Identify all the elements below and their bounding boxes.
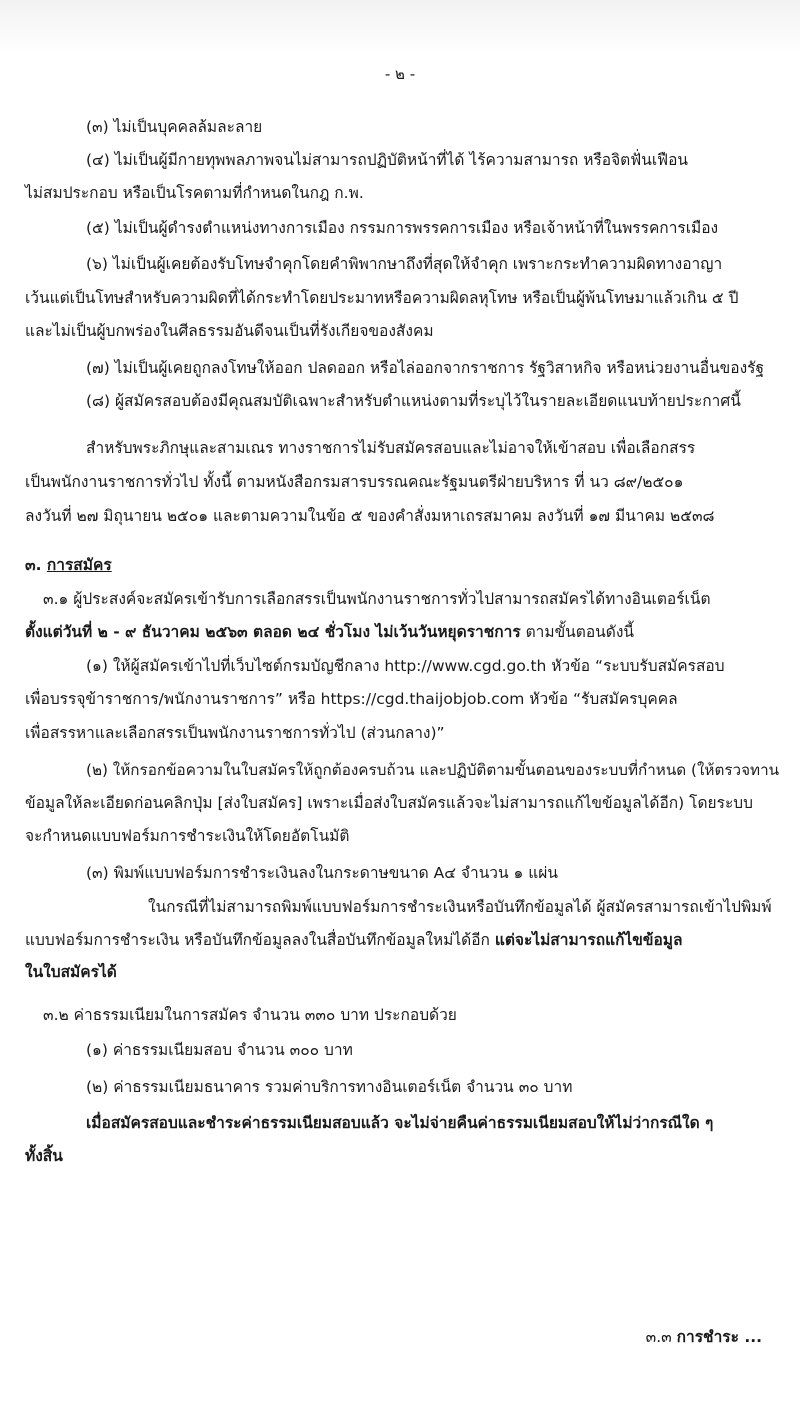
print-note-line-1: ในกรณีที่ไม่สามารถพิมพ์แบบฟอร์มการชำระเงินหรือบันทึกข้อมูลได้ ผู้สมัครสามารถเข้าไปพิมพ์ (148, 898, 772, 916)
fee-item-2: (๒) ค่าธรรมเนียมธนาคาร รวมค่าบริการทางอินเตอร์เน็ต จำนวน ๓๐ บาท (86, 1078, 573, 1096)
application-period: ตั้งแต่วันที่ ๒ - ๙ ธันวาคม ๒๕๖๓ ตลอด ๒๔ ชั่วโมง ไม่เว้นวันหยุดราชการ (25, 623, 521, 641)
step-2-line-3: จะกำหนดแบบฟอร์มการชำระเงินให้โดยอัตโนมัติ (25, 827, 350, 845)
qualification-7: (๗) ไม่เป็นผู้เคยถูกลงโทษให้ออก ปลดออก หรือไล่ออกจากราชการ รัฐวิสาหกิจ หรือหน่วยงานอื่นของรัฐ (86, 359, 765, 377)
step-1-line-2: เพื่อบรรจุข้าราชการ/พนักงานราชการ” หรือ https://cgd.thaijobjob.com หัวข้อ “รับสมัครบุคคล (25, 690, 678, 708)
footer-number: ๓.๓ (645, 1328, 677, 1346)
footer-continuation: การชำระ ... (676, 1328, 762, 1346)
qualification-6-line-1: (๖) ไม่เป็นผู้เคยต้องรับโทษจำคุกโดยคำพิพากษาถึงที่สุดให้จำคุก เพราะกระทำความผิดทางอาญา (86, 255, 723, 273)
continuation-footer (646, 1326, 762, 1348)
qualification-4-line-1: (๔) ไม่เป็นผู้มีกายทุพพลภาพจนไม่สามารถปฏิบัติหน้าที่ได้ ไร้ความสามารถ หรือจิตฟั่นเฟือน (86, 151, 688, 169)
section-3-title: การสมัคร (46, 556, 112, 574)
qualification-3: (๓) ไม่เป็นบุคคลล้มละลาย (86, 118, 263, 136)
qualification-5: (๕) ไม่เป็นผู้ดำรงตำแหน่งทางการเมือง กรรมการพรรคการเมือง หรือเจ้าหน้าที่ในพรรคการเมือง (86, 219, 719, 237)
application-period-suffix: ตามขั้นตอนดังนี้ (520, 623, 634, 641)
step-2-line-1: (๒) ให้กรอกข้อความในใบสมัครให้ถูกต้องครบถ้วน และปฏิบัติตามขั้นตอนของระบบที่กำหนด (ให้ตรวจทาน (86, 761, 780, 779)
section-3-1-line-2 (25, 621, 634, 643)
section-3-number: ๓. (25, 556, 42, 574)
fee-item-1: (๑) ค่าธรรมเนียมสอบ จำนวน ๓๐๐ บาท (86, 1041, 353, 1059)
monk-note-line-3: ลงวันที่ ๒๗ มิถุนายน ๒๕๐๑ และตามความในข้อ ๕ ของคำสั่งมหาเถรสมาคม ลงวันที่ ๑๗ มีนาคม ๒๕๓๘ (25, 507, 715, 525)
section-3-1-line-1: ๓.๑ ผู้ประสงค์จะสมัครเข้ารับการเลือกสรรเป็นพนักงานราชการทั่วไปสามารถสมัครได้ทางอินเตอร์เน็ต (43, 590, 711, 608)
qualification-6-line-2: เว้นแต่เป็นโทษสำหรับความผิดที่ได้กระทำโดยประมาทหรือความผิดลหุโทษ หรือเป็นผู้พ้นโทษมาแล้วเกิน ๕ ปี (25, 289, 739, 307)
step-3: (๓) พิมพ์แบบฟอร์มการชำระเงินลงในกระดาษขนาด A๔ จำนวน ๑ แผ่น (86, 864, 558, 882)
section-3-heading (25, 554, 112, 576)
print-note-line-3: ในใบสมัครได้ (25, 963, 117, 981)
page-number: - ๒ - (384, 65, 416, 83)
qualification-6-line-3: และไม่เป็นผู้บกพร่องในศีลธรรมอันดีจนเป็นที่รังเกียจของสังคม (25, 322, 434, 340)
qualification-8: (๘) ผู้สมัครสอบต้องมีคุณสมบัติเฉพาะสำหรับตำแหน่งตามที่ระบุไว้ในรายละเอียดแนบท้ายประกาศนี้ (86, 392, 741, 410)
step-1-line-1: (๑) ให้ผู้สมัครเข้าไปที่เว็บไซต์กรมบัญชีกลาง http://www.cgd.go.th หัวข้อ “ระบบรับสมัครสอบ (86, 657, 725, 675)
step-1-line-3: เพื่อสรรหาและเลือกสรรเป็นพนักงานราชการทั่วไป (ส่วนกลาง)” (25, 724, 445, 742)
print-note-line-2-emphasis: แต่จะไม่สามารถแก้ไขข้อมูล (494, 931, 683, 949)
monk-note-line-1: สำหรับพระภิกษุและสามเณร ทางราชการไม่รับสมัครสอบและไม่อาจให้เข้าสอบ เพื่อเลือกสรร (86, 439, 696, 457)
refund-note-line-2: ทั้งสิ้น (25, 1147, 63, 1165)
step-2-line-2: ข้อมูลให้ละเอียดก่อนคลิกปุ่ม [ส่งใบสมัคร] เพราะเมื่อส่งใบสมัครแล้วจะไม่สามารถแก้ไขข้อมูลได้อีก) โดยระบบ (25, 794, 753, 812)
print-note-line-2 (25, 929, 683, 951)
print-note-line-2-text: แบบฟอร์มการชำระเงิน หรือบันทึกข้อมูลลงในสื่อบันทึกข้อมูลใหม่ได้อีก (25, 931, 495, 949)
monk-note-line-2: เป็นพนักงานราชการทั่วไป ทั้งนี้ ตามหนังสือกรมสารบรรณคณะรัฐมนตรีฝ่ายบริหาร ที่ นว ๘๙/๒๕๐๑ (25, 473, 684, 491)
section-3-2: ๓.๒ ค่าธรรมเนียมในการสมัคร จำนวน ๓๓๐ บาท ประกอบด้วย (43, 1006, 457, 1024)
refund-note-line-1: เมื่อสมัครสอบและชำระค่าธรรมเนียมสอบแล้ว จะไม่จ่ายคืนค่าธรรมเนียมสอบให้ไม่ว่ากรณีใด ๆ (86, 1114, 714, 1132)
qualification-4-line-2: ไม่สมประกอบ หรือเป็นโรคตามที่กำหนดในกฎ ก.พ. (25, 184, 364, 202)
